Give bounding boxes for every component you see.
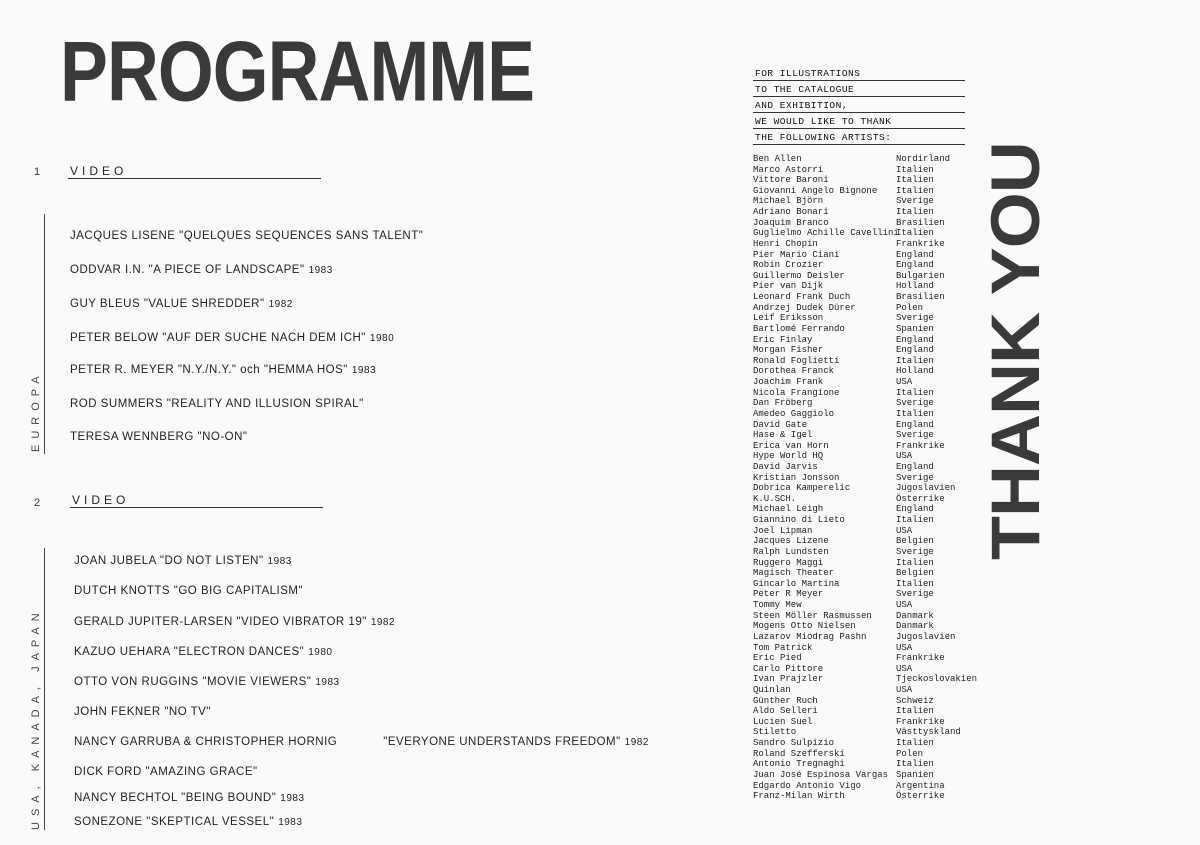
artist-country: Sverige: [896, 313, 934, 324]
artist-name: Quinlan: [753, 685, 791, 695]
artist-country: USA: [896, 663, 913, 674]
artist-country: USA: [896, 451, 913, 462]
artist-name: Robin Crozier: [753, 260, 824, 271]
artist-name: Ivan Prajzler: [753, 674, 824, 685]
artist-country: Frankrike: [896, 716, 945, 727]
entry-year: 1982: [624, 737, 649, 748]
thank-you-intro-line: FOR ILLUSTRATIONS: [755, 68, 861, 79]
artist-country: England: [896, 249, 934, 260]
section-2-heading: VIDEO: [72, 493, 130, 507]
entry-title: SONEZONE "SKEPTICAL VESSEL": [74, 816, 275, 828]
artist-name: Guillermo Deisler: [753, 270, 845, 281]
artist-country: England: [896, 419, 934, 430]
entry-year: 1980: [369, 333, 395, 344]
artist-name: Günther Ruch: [753, 695, 818, 706]
artist-name: Hype World HQ: [753, 451, 824, 462]
entry-year: 1983: [278, 817, 303, 828]
entry-title: GERALD JUPITER-LARSEN "VIDEO VIBRATOR 19": [74, 616, 367, 628]
section-1-region-label: EUROPA: [30, 370, 42, 452]
entry-year: 1983: [315, 677, 340, 688]
artist-name: Joel Lipman: [753, 525, 813, 536]
entry-title: PETER R. MEYER "N.Y./N.Y." och "HEMMA HOS": [70, 364, 348, 376]
artist-name: K.U.SCH.: [753, 493, 797, 504]
thank-you-intro-line: TO THE CATALOGUE: [755, 84, 855, 95]
programme-entry: [74, 766, 258, 778]
artist-name: Eric Pied: [753, 653, 802, 664]
programme-entry: [74, 676, 340, 688]
artist-country: Italien: [896, 738, 934, 749]
artist-country: Tjeckoslovakien: [896, 674, 978, 685]
artist-name: Franz-Milan Wirth: [753, 791, 845, 802]
artist-name: Giannino di Lieto: [753, 515, 845, 526]
artist-country: USA: [896, 642, 913, 653]
artist-country: USA: [896, 600, 913, 611]
entry-year: 1982: [370, 617, 396, 628]
section-2-bracket-line: [44, 548, 45, 830]
artist-name: Morgan Fisher: [753, 345, 824, 356]
section-2-underline: [70, 507, 323, 508]
artist-country: Österrike: [896, 791, 945, 802]
artist-country: Spanien: [896, 323, 934, 334]
entry-title: PETER BELOW "AUF DER SUCHE NACH DEM ICH": [70, 332, 366, 344]
entry-title: TERESA WENNBERG "NO-ON": [70, 431, 248, 443]
thank-you-vertical-title: THANK YOU: [978, 142, 1055, 560]
artist-name: Aldo Selleri: [753, 706, 818, 717]
artist-country: Belgien: [896, 536, 934, 547]
artist-country: Belgien: [896, 568, 934, 579]
artist-country: Polen: [896, 748, 924, 759]
artist-country: Italien: [896, 175, 934, 186]
artist-country: Italien: [896, 408, 934, 419]
entry-year: 1983: [280, 793, 305, 804]
programme-entry: [74, 792, 305, 804]
entry-year: 1980: [308, 647, 333, 658]
artist-country: Bulgarien: [896, 270, 945, 281]
entry-year: 1983: [267, 556, 292, 567]
programme-entry: [70, 264, 333, 276]
artist-country: England: [896, 334, 934, 345]
artist-name: Andrzej Dudek Dürer: [753, 302, 856, 313]
artist-name: Marco Astorri: [753, 164, 824, 175]
entry-title: DUTCH KNOTTS "GO BIG CAPITALISM": [74, 585, 304, 597]
artist-country: Italien: [896, 164, 934, 175]
artist-country: Österrike: [896, 493, 945, 504]
artist-name: Bartlomé Ferrando: [753, 323, 845, 334]
programme-entry: [70, 431, 248, 443]
artist-name: Ruggero Maggi: [753, 557, 824, 568]
artist-country: Italien: [896, 515, 934, 526]
artist-country: USA: [896, 525, 913, 536]
thank-you-intro-line: THE FOLLOWING ARTISTS:: [755, 132, 892, 143]
programme-entry: [74, 816, 302, 828]
artist-country: Nordirland: [896, 154, 951, 164]
programme-entry: [70, 298, 293, 310]
artist-name: Kristian Jonsson: [753, 472, 840, 483]
artist-name: Magisch Theater: [753, 568, 835, 579]
artist-country: Holland: [896, 281, 934, 292]
artist-country: Frankrike: [896, 653, 945, 664]
artist-name: Juan José Espinosa Vargas: [753, 769, 889, 780]
artist-country: Italien: [896, 759, 934, 770]
artist-name: Joachim Frank: [753, 377, 824, 388]
entry-work-title: "EVERYONE UNDERSTANDS FREEDOM": [383, 736, 621, 748]
programme-entry: [74, 616, 395, 628]
artist-country: England: [896, 260, 934, 271]
artist-country: Jugoslavien: [896, 483, 956, 494]
artist-name: David Gate: [753, 419, 808, 430]
programme-entry: [70, 230, 423, 242]
artist-country: Sverige: [896, 546, 934, 557]
artist-name: Amedeo Gaggiolo: [753, 408, 835, 419]
section-2-region-label: USA, KANADA, JAPAN: [30, 607, 42, 830]
entry-title: ODDVAR I.N. "A PIECE OF LANDSCAPE": [70, 264, 305, 276]
artist-country: USA: [896, 377, 913, 388]
artist-name: Joaquim Branco: [753, 217, 829, 228]
thank-you-rule: [753, 80, 965, 81]
artist-country: Västtyskland: [896, 727, 961, 738]
entry-title: JACQUES LISENE "QUELQUES SEQUENCES SANS TALENT": [70, 230, 424, 242]
artist-name: Ronald Foglietti: [753, 355, 840, 366]
entry-title: NANCY GARRUBA & CHRISTOPHER HORNIG: [74, 736, 338, 748]
entry-title: NANCY BECHTOL "BEING BOUND": [74, 792, 277, 804]
artist-country: Frankrike: [896, 440, 945, 451]
section-2-number: 2: [34, 497, 41, 509]
artist-country: Polen: [896, 302, 924, 313]
artist-name: Lucien Suel: [753, 716, 813, 727]
artist-country: Sverige: [896, 196, 934, 207]
artist-name: Dan Fröberg: [753, 398, 813, 409]
entry-title: DICK FORD "AMAZING GRACE": [74, 766, 258, 778]
artist-country: Sverige: [896, 398, 934, 409]
artist-country: Sverige: [896, 430, 934, 441]
page-title: PROGRAMME: [60, 22, 535, 120]
artist-country: Brasilien: [896, 292, 945, 303]
artist-name: Vittore Baroni: [753, 175, 829, 186]
artist-country: Italien: [896, 228, 934, 239]
artist-name: Henri Chopin: [753, 238, 818, 249]
thank-you-rule: [753, 144, 965, 145]
artist-country: England: [896, 461, 934, 472]
programme-entry: [74, 736, 649, 748]
programme-entry: [70, 398, 364, 410]
artist-name: Dobrica Kamperelic: [753, 483, 851, 494]
artist-name: Eric Finlay: [753, 334, 813, 345]
artist-name: Michael Leigh: [753, 504, 824, 515]
entry-title: GUY BLEUS "VALUE SHREDDER": [70, 298, 265, 310]
artist-name: David Jarvis: [753, 461, 818, 472]
section-1-underline: [68, 178, 321, 179]
artist-name: Edgardo Antonio Vigo: [753, 780, 862, 791]
artist-name: Michael Björn: [753, 196, 824, 207]
thank-you-rule: [753, 112, 965, 113]
artist-name: Dorothea Franck: [753, 366, 835, 377]
artist-name: Roland Szefferski: [753, 748, 845, 759]
artist-name: Nicola Frangione: [753, 387, 840, 398]
artist-country: USA: [896, 685, 913, 695]
artist-country: England: [896, 345, 934, 356]
section-1-bracket-line: [44, 214, 45, 454]
artist-name: Steen Möller Rasmussen: [753, 610, 872, 621]
artist-country: Italien: [896, 387, 934, 398]
entry-title: JOHN FEKNER "NO TV": [74, 706, 211, 718]
artist-name: Peter R Meyer: [753, 589, 824, 600]
artist-name: Giovanni Angelo Bignone: [753, 185, 878, 196]
entry-title: JOAN JUBELA "DO NOT LISTEN": [74, 555, 264, 567]
artist-country: Italien: [896, 557, 934, 568]
artist-name: Jacques Lizene: [753, 536, 829, 547]
artist-name: Antonio Tregnaghi: [753, 759, 845, 770]
entry-year: 1983: [308, 265, 333, 276]
programme-entry: [70, 332, 394, 344]
artist-country: Sverige: [896, 472, 934, 483]
artist-name: Adriano Bonari: [753, 207, 829, 218]
programme-entry: [74, 585, 303, 597]
section-1-number: 1: [34, 166, 41, 178]
artist-country: Argentina: [896, 780, 945, 791]
artist-name: Pier Mario Ciani: [753, 249, 840, 260]
artist-name: Ralph Lundsten: [753, 546, 829, 557]
artist-country: Italien: [896, 578, 934, 589]
artist-country: Italien: [896, 355, 934, 366]
programme-entry: [70, 364, 376, 376]
artist-name: Erica van Horn: [753, 440, 829, 451]
entry-title: ROD SUMMERS "REALITY AND ILLUSION SPIRAL": [70, 398, 364, 410]
artist-country: Danmark: [896, 621, 934, 632]
entry-year: 1982: [268, 299, 293, 310]
thank-you-intro-line: AND EXHIBITION,: [755, 100, 849, 111]
artist-country: England: [896, 504, 934, 515]
artist-name: Mogens Otto Nielsen: [753, 621, 856, 632]
artist-country: Spanien: [896, 769, 934, 780]
programme-entry: [74, 706, 211, 718]
entry-title: OTTO VON RUGGINS "MOVIE VIEWERS": [74, 676, 312, 688]
artist-name: Gincarlo Martina: [753, 578, 840, 589]
artist-country: Danmark: [896, 610, 934, 621]
artist-country: Jugoslavien: [896, 631, 956, 642]
artist-name: Ben Allen: [753, 154, 802, 164]
artist-name: Leif Eriksson: [753, 313, 824, 324]
artist-name: Tommy Mew: [753, 600, 802, 611]
artist-name: Carlo Pittore: [753, 663, 824, 674]
artist-country: Italien: [896, 185, 934, 196]
artist-name: Hase & Igel: [753, 430, 813, 441]
thank-you-rule: [753, 96, 965, 97]
artist-name: Tom Patrick: [753, 642, 813, 653]
entry-title: KAZUO UEHARA "ELECTRON DANCES": [74, 646, 305, 658]
entry-year: 1983: [351, 365, 377, 376]
thank-you-intro-line: WE WOULD LIKE TO THANK: [755, 116, 892, 127]
artist-country: Sverige: [896, 589, 934, 600]
programme-entry: [74, 555, 292, 567]
artist-country: Holland: [896, 366, 934, 377]
artist-name: Leonard Frank Duch: [753, 292, 851, 303]
artist-country: Schweiz: [896, 695, 934, 706]
programme-entry: [74, 646, 332, 658]
artist-name: Pier van Dijk: [753, 281, 824, 292]
artist-country: Italien: [896, 706, 934, 717]
artist-country: Brasilien: [896, 217, 945, 228]
artist-country: Frankrike: [896, 238, 945, 249]
artist-name: Lazarov Miodrag Pashn: [753, 631, 867, 642]
artist-name: Guglielmo Achille Cavellini: [753, 228, 899, 239]
artist-name: Stiletto: [753, 727, 797, 738]
artist-country: Italien: [896, 207, 934, 218]
artist-name: Sandro Sulpizio: [753, 738, 835, 749]
thank-you-rule: [753, 128, 965, 129]
section-1-heading: VIDEO: [70, 164, 128, 178]
